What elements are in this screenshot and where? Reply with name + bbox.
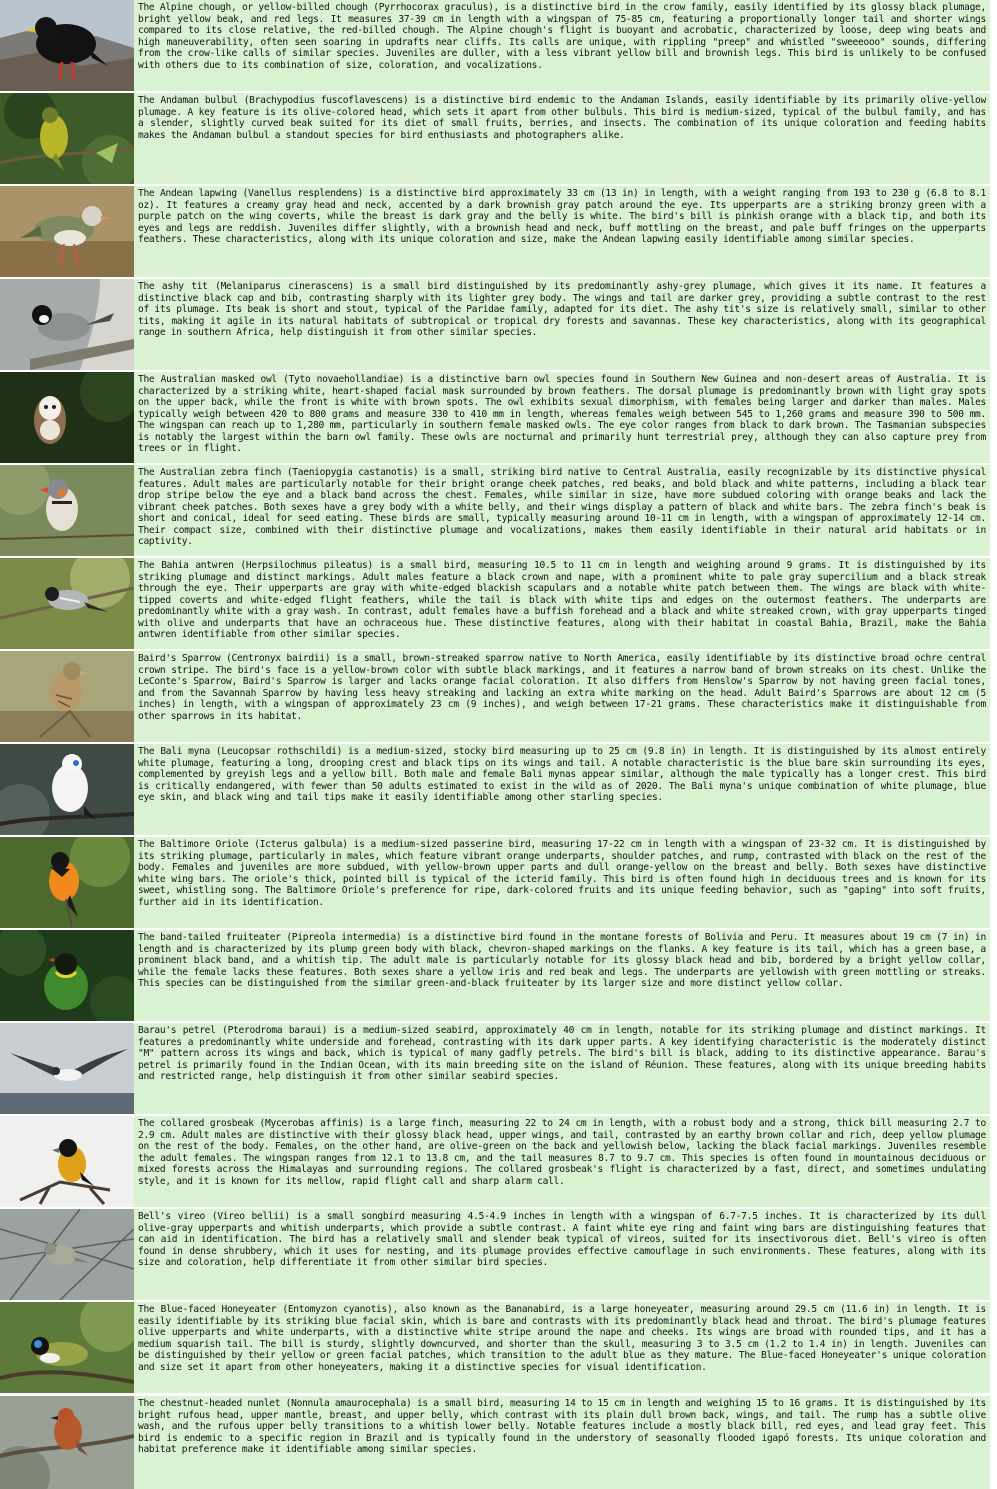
list-item — [0, 186, 990, 277]
bird-photo-baltimore-oriole — [0, 837, 134, 928]
bird-description — [134, 558, 990, 649]
bird-photo-collared-grosbeak — [0, 1116, 134, 1207]
description-text: The Andean lapwing (Vanellus resplendens) is a distinctive bird approximately 33 cm (13 in) in length, with a weight ranging from 193 to 230 g (6.8 to 8.1 oz). It features a creamy gray head and neck, accented by a dark brownish gray patch around the eye. Its upperparts are a striking bronzy green with a purple patch on the wing coverts, while the breast is dark gray and the belly is white. The bird's bill is pinkish orange with a black tip, and both its eyes and legs are reddish. Juveniles differ slightly, with a brownish head and neck, buff mottling on the breast, and pale buff fringes on the upperparts feathers. These characteristics, along with its unique coloration and size, make the Andean lapwing easily identifiable among similar species. — [138, 188, 986, 245]
bird-photo-andean-lapwing — [0, 186, 134, 277]
description-text: Bell's vireo (Vireo bellii) is a small songbird measuring 4.5-4.9 inches in length with a wingspan of 6.7-7.5 inches. It is characterized by its dull olive-gray upperparts and whitish underparts, which provide a subtle contrast. A faint white eye ring and faint wing bars are distinguishing features that can aid in identification. The bird has a relatively small and slender beak typical of vireos, suited for its insectivorous diet. Bell's vireo is often found in dense shrubbery, which it uses for nesting, and its plumage provides effective camouflage in such environments. These features, along with its size and coloration, help differentiate it from other similar bird species. — [138, 1211, 986, 1268]
bird-description — [134, 837, 990, 928]
list-item — [0, 372, 990, 463]
description-text: Baird's Sparrow (Centronyx bairdii) is a small, brown-streaked sparrow native to North America, easily identifiable by its distinctive broad ochre central crown stripe. The bird's face is a yellow-brown color with subtle black markings, and it features a narrow band of brown streaks on its chest. Unlike the LeConte's Sparrow, Baird's Sparrow is larger and lacks orange facial coloration. It also differs from Henslow's Sparrow by not having green facial tones, and from the Savannah Sparrow by having less heavy streaking and lacking an extra white marking on the head. Adult Baird's Sparrows are about 12 cm (5 inches) in length, with a wingspan of approximately 23 cm (9 inches), and weigh between 17-21 grams. These characteristics make it distinguishable from other sparrows in its habitat. — [138, 653, 986, 722]
bird-description — [134, 93, 990, 184]
bird-description — [134, 1302, 990, 1393]
description-text: The Bali myna (Leucopsar rothschildi) is a medium-sized, stocky bird measuring up to 25 cm (9.8 in) in length. It is distinguished by its almost entirely white plumage, featuring a long, drooping crest and black tips on its wings and tail. A notable characteristic is the blue bare skin surrounding its eyes, complemented by greyish legs and a yellow bill. Both male and female Bali mynas appear similar, although the male typically has a longer crest. This bird is critically endangered, with fewer than 50 adults estimated to exist in the wild as of 2020. The Bali myna's unique combination of white plumage, blue eye skin, and black wing and tail tips make it easily identifiable among other starling species. — [138, 746, 986, 803]
bird-photo-ashy-tit — [0, 279, 134, 370]
description-text: The Blue-faced Honeyeater (Entomyzon cyanotis), also known as the Bananabird, is a large honeyeater, measuring around 29.5 cm (11.6 in) in length. It is easily identifiable by its striking blue facial skin, which is bare and contrasts with its predominantly black head and throat. The bird's plumage features olive upperparts and white underparts, with a distinctive white stripe around the nape and cheeks. Its wings are broad with rounded tips, and it has a medium squarish tail. The bill is sturdy, slightly downcurved, and shorter than the skull, measuring 3 to 3.5 cm (1.2 to 1.4 in) in length. Juveniles can be distinguished by their yellow or green facial patches, which transition to the adult blue as they mature. The Blue-faced Honeyeater's unique coloration and size set it apart from other honeyeaters, making it a distinctive species for visual identification. — [138, 1304, 986, 1373]
list-item — [0, 558, 990, 649]
bird-description — [134, 930, 990, 1021]
bird-description — [134, 279, 990, 370]
description-text: The Australian masked owl (Tyto novaehollandiae) is a distinctive barn owl species found in Southern New Guinea and non-desert areas of Australia. It is characterized by a striking white, heart-shaped facial mask surrounded by brown feathers. The dorsal plumage is predominantly brown with light gray spots on the upper back, while the front is white with brown spots. The owl exhibits sexual dimorphism, with females being larger and darker than males. Males typically weigh between 420 to 800 grams and measure 330 to 410 mm in length, whereas females weigh between 545 to 1,260 grams and measure 390 to 500 mm. The wingspan can reach up to 1,280 mm, particularly in southern female masked owls. The eye color ranges from black to dark brown. The Tasmanian subspecies is notably the largest within the barn owl family. These owls are nocturnal and primarily hunt terrestrial prey, although they can also capture prey from trees or in flight. — [138, 374, 986, 454]
list-item — [0, 837, 990, 928]
bird-photo-bali-myna — [0, 744, 134, 835]
description-text: The Bahia antwren (Herpsilochmus pileatus) is a small bird, measuring 10.5 to 11 cm in length and weighing around 9 grams. It is distinguished by its striking plumage and distinct markings. Adult males feature a black crown and nape, with a prominent white to pale gray supercilium and a black streak through the eye. Their upperparts are gray with white-edged blackish scapulars and a notable white patch between them. The wings are black with white-tipped coverts and white-edged flight feathers, while the tail is black with white tips and edges on the outermost feathers. The underparts are predominantly white with a gray wash. In contrast, adult females have a buffish forehead and a black and white streaked crown, with gray upperparts tinged with olive and underparts that have an ochraceous hue. These distinctive features, along with their habitat in coastal Bahia, Brazil, make the Bahia antwren identifiable from other similar species. — [138, 560, 986, 640]
description-text: Barau's petrel (Pterodroma baraui) is a medium-sized seabird, approximately 40 cm in length, notable for its striking plumage and distinct markings. It features a predominantly white underside and forehead, contrasting with its dark upper parts. A key identifying characteristic is the moderately distinct "M" pattern across its wings and back, which is typical of many gadfly petrels. The bird's bill is black, adding to its distinctive appearance. Barau's petrel is primarily found in the Indian Ocean, with its main breeding site on the island of Réunion. These features, along with its unique breeding habits and restricted range, help distinguish it from other similar seabird species. — [138, 1025, 986, 1082]
bird-description — [134, 1116, 990, 1207]
bird-description — [134, 186, 990, 277]
bird-description — [134, 1209, 990, 1300]
list-item — [0, 465, 990, 556]
bird-photo-baraus-petrel — [0, 1023, 134, 1114]
bird-description — [134, 651, 990, 742]
bird-photo-australian-masked-owl — [0, 372, 134, 463]
bird-photo-alpine-chough — [0, 0, 134, 91]
list-item — [0, 744, 990, 835]
list-item — [0, 93, 990, 184]
list-item — [0, 1302, 990, 1393]
bird-photo-band-tailed-fruiteater — [0, 930, 134, 1021]
list-item — [0, 1116, 990, 1207]
description-text: The band-tailed fruiteater (Pipreola intermedia) is a distinctive bird found in the montane forests of Bolivia and Peru. It measures about 19 cm (7 in) in length and is characterized by its plump green body with black, chevron-shaped markings on the flanks. A key feature is its tail, which has a green base, a prominent black band, and a whitish tip. The adult male is particularly notable for its glossy black head and bib, bordered by a bright yellow collar, while the female lacks these features. Both sexes share a yellow iris and red beak and legs. The underparts are yellowish with green mottling or streaks. This species can be distinguished from the similar green-and-black fruiteater by its larger size and more distinct yellow collar. — [138, 932, 986, 989]
bird-description — [134, 465, 990, 556]
description-text: The Alpine chough, or yellow-billed chough (Pyrrhocorax graculus), is a distinctive bird in the crow family, easily identified by its glossy black plumage, bright yellow beak, and red legs. It measures 37-39 cm in length with a wingspan of 75-85 cm, featuring a proportionally longer tail and shorter wings compared to its close relative, the red-billed chough. The Alpine chough's flight is buoyant and acrobatic, characterized by loose, deep wing beats and high maneuverability, often seen soaring in updrafts near cliffs. Its calls are unique, with rippling "preep" and whistled "sweeeooo" sounds, differing from the crow-like calls of similar species. Juveniles are duller, with a less vibrant yellow bill and brownish legs. This bird is unlikely to be confused with others due to its combination of size, coloration, and vocalizations. — [138, 2, 986, 71]
bird-photo-bells-vireo — [0, 1209, 134, 1300]
list-item — [0, 1209, 990, 1300]
list-item — [0, 651, 990, 742]
bird-photo-chestnut-headed-nunlet — [0, 1396, 134, 1489]
description-text: The chestnut-headed nunlet (Nonnula amaurocephala) is a small bird, measuring 14 to 15 cm in length and weighing 15 to 16 grams. It is distinguished by its bright rufous head, upper mantle, breast, and upper belly, which contrast with its plain dull brown back, wings, and tail. The rump has a subtle olive wash, and the rufous upper belly transitions to a whitish lower belly. Notable features include a mostly black bill, red eyes, and lead gray feet. This bird is endemic to a specific region in Brazil and is typically found in the understory of seasonally flooded igapó forests. Its unique coloration and habitat preference make it identifiable among similar species. — [138, 1398, 986, 1455]
bird-description — [134, 1023, 990, 1114]
description-text: The Australian zebra finch (Taeniopygia castanotis) is a small, striking bird native to Central Australia, easily recognizable by its distinctive physical features. Adult males are particularly notable for their bright orange cheek patches, red beaks, and bold black and white patterns, including a black tear drop stripe below the eye and a black band across the chest. Females, while similar in size, have more subdued coloring with orange beaks and lack the vibrant cheek patches. Both sexes have a grey body with a white belly, and their wings display a pattern of black and white bars. The zebra finch's beak is short and conical, ideal for seed eating. These birds are small, typically measuring around 10-11 cm in length, with a wingspan of approximately 12-14 cm. Their compact size, combined with their distinctive plumage and vocalizations, makes them easily identifiable in their natural arid habitats or in captivity. — [138, 467, 986, 547]
bird-photo-blue-faced-honeyeater — [0, 1302, 134, 1393]
description-text: The collared grosbeak (Mycerobas affinis) is a large finch, measuring 22 to 24 cm in length, with a robust body and a strong, thick bill measuring 2.7 to 2.9 cm. Adult males are distinctive with their glossy black head, upper wings, and tail, contrasted by an earthy brown collar and rich, deep yellow plumage on the rest of the body. Females, on the other hand, are olive-green on the back and yellowish below, lacking the black facial markings. Juveniles resemble the adult females. The wingspan ranges from 12.1 to 13.8 cm, and the tail measures 8.7 to 9.7 cm. This species is often found in mountainous deciduous or mixed forests across the Himalayas and surrounding regions. The collared grosbeak's flight is characterized by a fast, direct, and sometimes undulating style, and it is known for its mellow, rapid flight call and sharp alarm call. — [138, 1118, 986, 1187]
description-text: The Andaman bulbul (Brachypodius fuscoflavescens) is a distinctive bird endemic to the Andaman Islands, easily identifiable by its primarily olive-yellow plumage. A key feature is its olive-colored head, which sets it apart from other bulbuls. This bird is medium-sized, typical of the bulbul family, and has a slender, slightly curved beak suited for its diet of small fruits, berries, and insects. The combination of its unique coloration and feeding habits makes the Andaman bulbul a standout species for bird enthusiasts and photographers alike. — [138, 95, 986, 141]
list-item — [0, 1396, 990, 1489]
bird-photo-andaman-bulbul — [0, 93, 134, 184]
bird-description — [134, 1396, 990, 1489]
bird-photo-australian-zebra-finch — [0, 465, 134, 556]
description-text: The ashy tit (Melaniparus cinerascens) is a small bird distinguished by its predominantly ashy-grey plumage, which gives it its name. It features a distinctive black cap and bib, contrasting sharply with its lighter grey body. The wings and tail are darker grey, providing a subtle contrast to the rest of its plumage. Its beak is short and stout, typical of the Paridae family, adapted for its diet. The ashy tit's size is relatively small, similar to other tits, making it agile in its natural habitats of subtropical or tropical dry forests and savannas. These key characteristics, along with its geographical range in southern Africa, help distinguish it from other similar species. — [138, 281, 986, 338]
bird-photo-bairds-sparrow — [0, 651, 134, 742]
list-item — [0, 279, 990, 370]
description-text: The Baltimore Oriole (Icterus galbula) is a medium-sized passerine bird, measuring 17-22 cm in length with a wingspan of 23-32 cm. It is distinguished by its striking plumage, particularly in males, which feature vibrant orange underparts, shoulder patches, and rump, contrasted with black on the rest of the body. Females and juveniles are more subdued, with yellow-brown upper parts and dull orange-yellow on the breast and belly. Both sexes have distinctive white wing bars. The oriole's thick, pointed bill is typical of the icterid family. This bird is often found high in deciduous trees and is known for its sweet, whistling song. The Baltimore Oriole's preference for ripe, dark-colored fruits and its unique feeding behavior, such as "gaping" into soft fruits, further aid in its identification. — [138, 839, 986, 908]
list-item — [0, 930, 990, 1021]
bird-description — [134, 744, 990, 835]
bird-description — [134, 0, 990, 91]
bird-description — [134, 372, 990, 463]
list-item — [0, 0, 990, 91]
bird-photo-bahia-antwren — [0, 558, 134, 649]
list-item — [0, 1023, 990, 1114]
